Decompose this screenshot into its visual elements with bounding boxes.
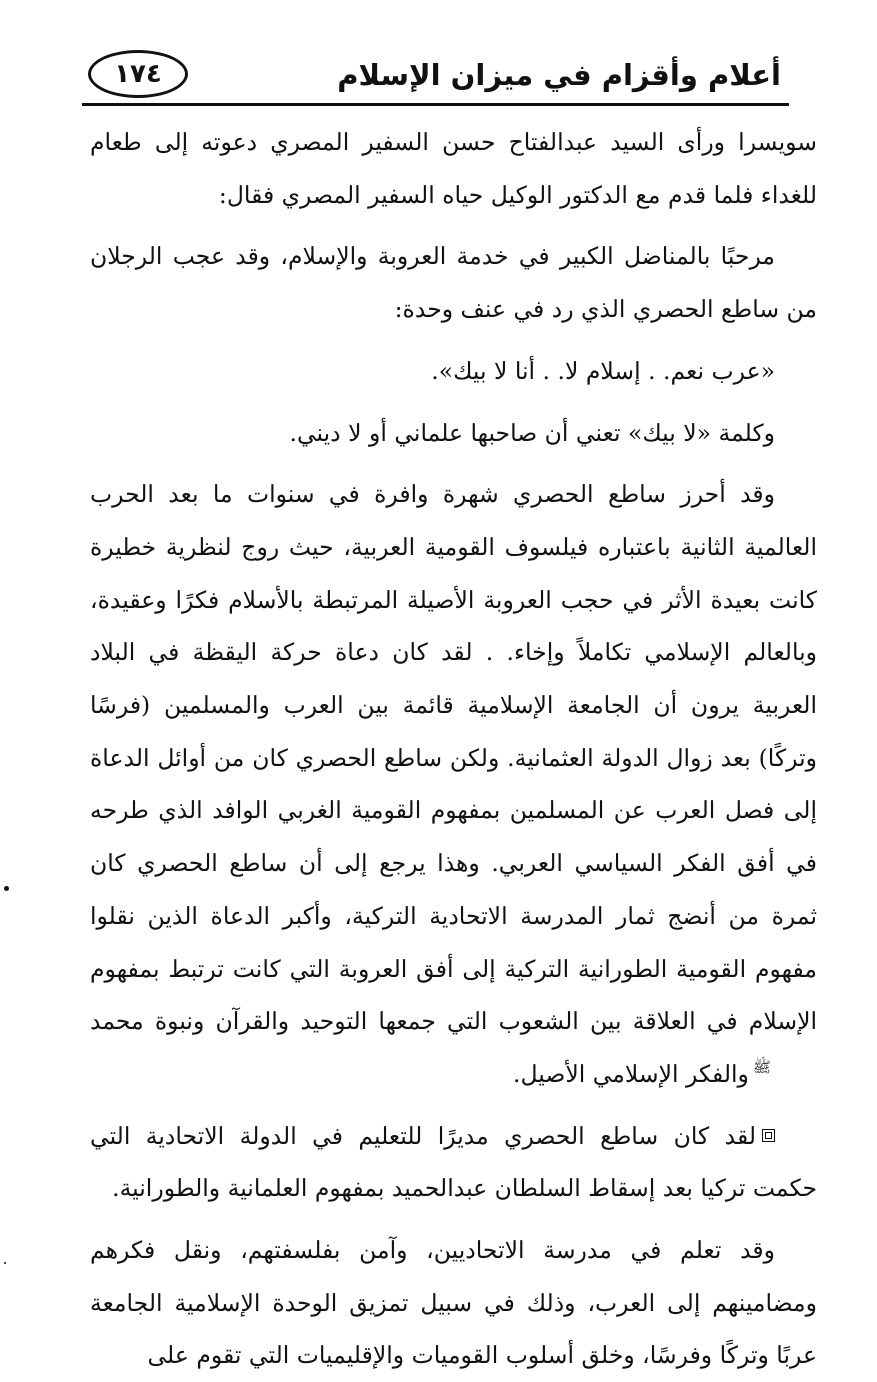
running-title: أعلام وأقزام في ميزان الإسلام bbox=[337, 58, 781, 92]
body-text bbox=[90, 116, 817, 1382]
paragraph-1: سويسرا ورأى السيد عبدالفتاح حسن السفير المصري دعوته إلى طعام للغداء فلما قدم مع الدكتور الوكيل حياه السفير المصري فقال: bbox=[90, 128, 817, 209]
paragraph-5 bbox=[90, 1110, 817, 1215]
header-rule bbox=[82, 103, 789, 106]
scan-mark bbox=[4, 886, 9, 891]
page-header bbox=[82, 48, 789, 110]
paragraph-2: مرحبًا بالمناضل الكبير في خدمة العروبة والإسلام، وقد عجب الرجلان من ساطع الحصري الذي رد في عنف وحدة: bbox=[90, 242, 817, 324]
honorific-icon: ﷺ bbox=[752, 1057, 771, 1076]
paragraph-5-text: لقد كان ساطع الحصري مديرًا للتعليم في الدولة الاتحادية التي حكمت تركيا بعد إسقاط السلطان عبدالحميد بمفهوم العلمانية والطورانية. bbox=[90, 1121, 817, 1203]
paragraph-3: وكلمة «لا بيك» تعني أن صاحبها علماني أو لا ديني. bbox=[289, 418, 775, 447]
square-bullet-icon bbox=[762, 1129, 775, 1142]
page-number-badge bbox=[88, 50, 188, 98]
scan-speck bbox=[4, 1262, 6, 1264]
paragraph-6: وقد تعلم في مدرسة الاتحاديين، وآمن بفلسفتهم، ونقل فكرهم ومضامينهم إلى العرب، وذلك في سبيل تمزيق الوحدة الإسلامية الجامعة عربًا وتركًا وفرسًا، وخلق أسلوب القوميات والإقليميات التي تقوم على bbox=[90, 1236, 817, 1370]
paragraph-4-text: وقد أحرز ساطع الحصري شهرة وافرة في سنوات ما بعد الحرب العالمية الثانية باعتباره فيلسوف القومية العربية، حيث روج لنظرية خطيرة كانت بعيدة الأثر في حجب العروبة الأصيلة المرتبطة بالأسلام فكرًا وعقيدة، وبالعالم الإسلامي تكاملاً وإخاء. . لقد كان دعاة حركة اليقظة في البلاد العربية يرون أن الجامعة الإسلامية قائمة بين العرب والمسلمين (فرسًا وتركًا) بعد زوال الدولة العثمانية. ولكن ساطع الحصري كان من أوائل الدعاة إلى فصل العرب عن المسلمين بمفهوم القومية الغربي الوافد الذي طرحه في أفق الفكر السياسي العربي. وهذا يرجع إلى أن ساطع الحصري كان ثمرة من أنضج ثمار المدرسة الاتحادية التركية، وأكبر الدعاة الذين نقلوا مفهوم القومية الطورانية التركية إلى أفق العروبة التي كانت ترتبط بمفهوم الإسلام في العلاقة بين الشعوب التي جمعها التوحيد والقرآن ونبوة محمد bbox=[90, 480, 817, 1036]
page-number: ١٧٤ bbox=[114, 59, 162, 89]
quotation: «عرب نعم. . إسلام لا. . أنا لا بيك». bbox=[431, 356, 775, 385]
paragraph-4 bbox=[90, 468, 817, 1100]
paragraph-4-ending: والفكر الإسلامي الأصيل. bbox=[513, 1059, 749, 1088]
